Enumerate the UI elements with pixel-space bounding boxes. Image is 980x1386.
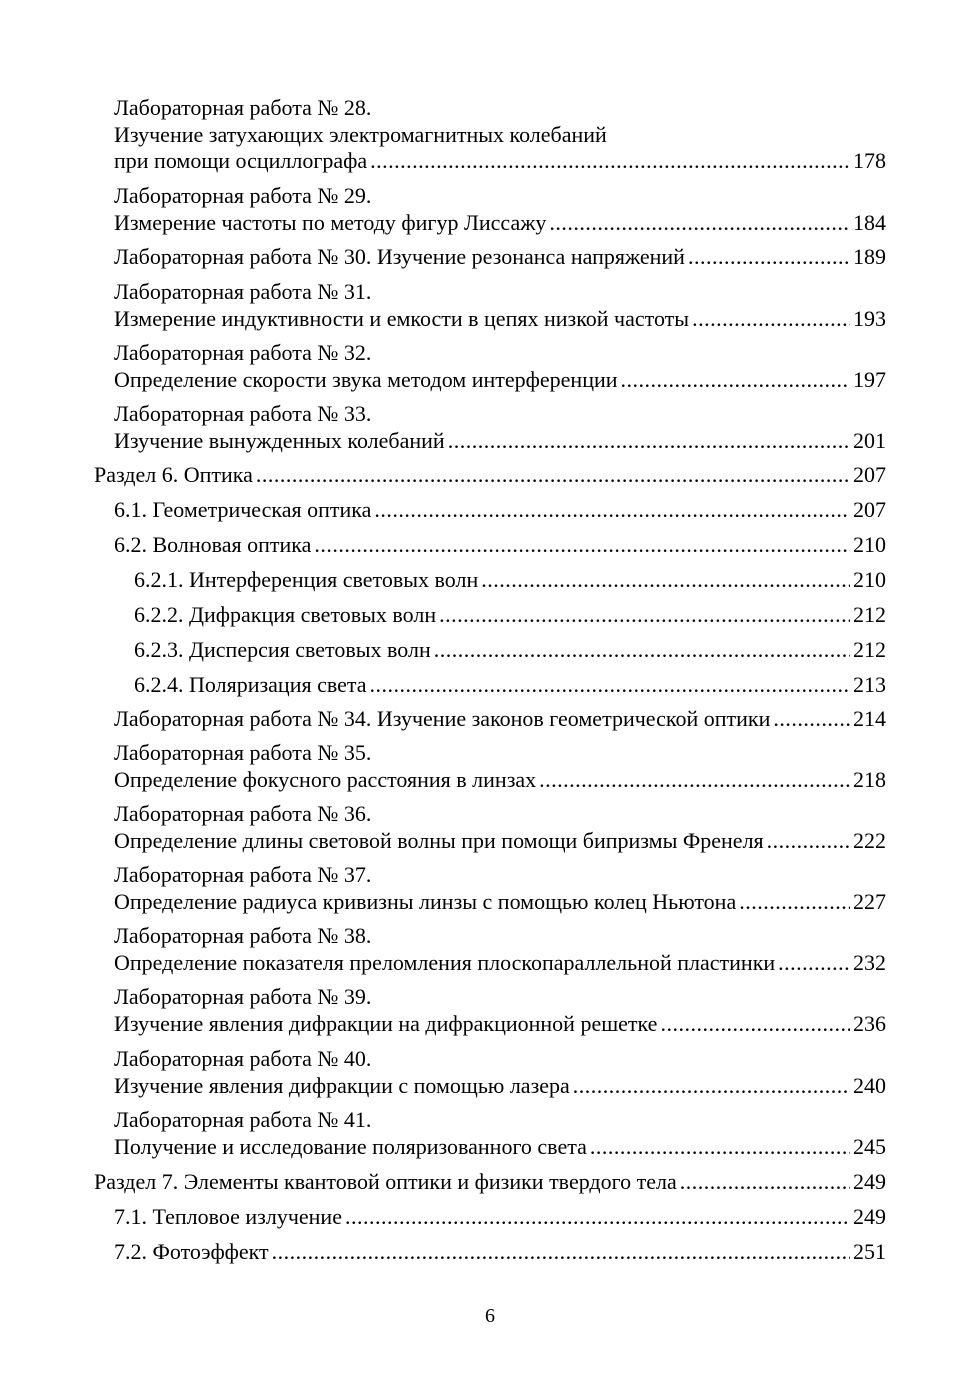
toc-page-number: 240 — [853, 1072, 886, 1098]
page-number: 6 — [485, 1305, 495, 1327]
toc-entry-line: Лабораторная работа № 37. — [114, 862, 372, 887]
dot-leader — [370, 672, 850, 698]
toc-entry-line: Лабораторная работа № 40. — [114, 1046, 372, 1071]
toc-entry-row — [134, 637, 886, 663]
toc-entry-title: 6.2.4. Поляризация света — [134, 672, 367, 697]
dot-leader — [434, 637, 850, 663]
dot-leader — [370, 148, 850, 174]
toc-entry-title: 6.2.1. Интерференция световых волн — [134, 567, 479, 592]
dot-leader — [688, 244, 850, 270]
toc-entry-title: Измерение индуктивности и емкости в цепях низкой частоты — [114, 305, 690, 331]
toc-entry-title: 6.2.3. Дисперсия световых волн — [134, 637, 431, 662]
dot-leader — [660, 1011, 850, 1037]
toc-page-number: 197 — [853, 366, 886, 392]
toc-entry-title: Изучение вынужденных колебаний — [114, 427, 445, 453]
dot-leader — [549, 210, 850, 236]
toc-entry-row — [114, 148, 886, 174]
toc-page-number: 189 — [853, 244, 886, 269]
toc-page-number: 178 — [853, 148, 886, 173]
toc-entry-line: Лабораторная работа № 39. — [114, 984, 372, 1009]
dot-leader — [345, 1204, 850, 1230]
dot-leader — [314, 532, 850, 558]
dot-leader — [256, 462, 850, 488]
toc-entry-row — [94, 462, 886, 488]
toc-entry-row — [114, 1204, 886, 1230]
toc-entry-row — [114, 950, 886, 976]
toc-entry-title: 6.2. Волновая оптика — [114, 532, 312, 557]
toc-entry-row — [114, 1073, 886, 1099]
toc-entry-row — [114, 1134, 886, 1160]
toc-entry-line: Лабораторная работа № 36. — [114, 801, 372, 826]
toc-entry-title: Раздел 6. Оптика — [94, 462, 253, 487]
toc-page-number: 212 — [853, 637, 886, 662]
toc-entry-title: 6.1. Геометрическая оптика — [114, 497, 372, 522]
toc-entry-row — [94, 1169, 886, 1195]
toc-entry-row — [114, 497, 886, 523]
toc-page-number: 232 — [853, 949, 886, 975]
toc-page-number: 236 — [853, 1010, 886, 1036]
dot-leader — [590, 1134, 850, 1160]
toc-entry-line: Лабораторная работа № 32. — [114, 340, 372, 365]
toc-entry-row — [114, 244, 886, 270]
dot-leader — [692, 306, 850, 332]
toc-entry-line: Лабораторная работа № 41. — [114, 1107, 372, 1132]
toc-page-number: 193 — [853, 305, 886, 331]
dot-leader — [680, 1169, 850, 1195]
toc-entry-row — [114, 889, 886, 915]
toc-entry-row — [114, 306, 886, 332]
toc-page-number: 251 — [853, 1239, 886, 1264]
toc-entry-line: Лабораторная работа № 33. — [114, 401, 372, 426]
toc-page-number: 213 — [853, 672, 886, 697]
toc-entry-line: Лабораторная работа № 28. — [114, 95, 372, 120]
toc-entry-row — [114, 1011, 886, 1037]
toc-entry-title: 6.2.2. Дифракция световых волн — [134, 602, 437, 627]
dot-leader — [773, 706, 850, 732]
dot-leader — [481, 567, 850, 593]
toc-page-number: 212 — [853, 602, 886, 627]
dot-leader — [374, 497, 850, 523]
toc-entry-row — [114, 828, 886, 854]
dot-leader — [539, 767, 850, 793]
toc-entry-title: Определение скорости звука методом интерференции — [114, 366, 618, 392]
toc-entry-title: при помощи осциллографа — [114, 148, 368, 173]
toc-page-number: 249 — [853, 1169, 886, 1194]
dot-leader — [621, 367, 850, 393]
toc-entry-title: Определение показателя преломления плоскопараллельной пластинки — [114, 949, 776, 975]
dot-leader — [573, 1073, 850, 1099]
dot-leader — [739, 889, 850, 915]
toc-page-number: 222 — [853, 827, 886, 853]
toc-entry-title: 7.2. Фотоэффект — [114, 1239, 269, 1264]
toc-entry-title: Определение радиуса кривизны линзы с помощью колец Ньютона — [114, 888, 737, 914]
toc-page-number: 214 — [853, 706, 886, 731]
toc-entry-row — [114, 428, 886, 454]
toc-entry-title: Определение длины световой волны при помощи бипризмы Френеля — [114, 827, 764, 853]
toc-page-number: 249 — [853, 1204, 886, 1229]
toc-entry-title: 7.1. Тепловое излучение — [114, 1204, 342, 1229]
toc-page-number: 218 — [853, 766, 886, 792]
toc-entry-line: Лабораторная работа № 29. — [114, 183, 372, 208]
dot-leader — [272, 1239, 850, 1265]
toc-entry-title: Раздел 7. Элементы квантовой оптики и физики твердого тела — [94, 1169, 677, 1194]
toc-entry-title: Получение и исследование поляризованного света — [114, 1133, 587, 1159]
toc-entry-line: Лабораторная работа № 31. — [114, 279, 372, 304]
toc-entry-row — [134, 672, 886, 698]
toc-entry-title: Лабораторная работа № 34. Изучение законов геометрической оптики — [114, 706, 771, 731]
dot-leader — [439, 602, 850, 628]
toc-entry-title: Измерение частоты по методу фигур Лиссажу — [114, 209, 547, 235]
toc-page-number: 201 — [853, 427, 886, 453]
dot-leader — [448, 428, 850, 454]
toc-entry-row — [134, 602, 886, 628]
toc-entry-line: Лабораторная работа № 38. — [114, 923, 372, 948]
toc-page-number: 245 — [853, 1133, 886, 1159]
toc-entry-title: Изучение явления дифракции на дифракционной решетке — [114, 1010, 658, 1036]
toc-entry-title: Лабораторная работа № 30. Изучение резонанса напряжений — [114, 244, 685, 269]
toc-page-number: 210 — [853, 532, 886, 557]
toc-page-number: 184 — [853, 209, 886, 235]
dot-leader — [778, 950, 850, 976]
toc-entry-row — [134, 567, 886, 593]
toc-page-number: 210 — [853, 567, 886, 592]
toc-entry-title: Изучение явления дифракции с помощью лазера — [114, 1072, 570, 1098]
toc-page-number: 207 — [853, 462, 886, 487]
toc-entry-row — [114, 532, 886, 558]
toc-page-number: 207 — [853, 497, 886, 522]
toc-entry-row — [114, 706, 886, 732]
toc-entry-line: Изучение затухающих электромагнитных колебаний — [114, 121, 607, 147]
toc-entry-row — [114, 210, 886, 236]
toc-entry-title: Определение фокусного расстояния в линзах — [114, 766, 537, 792]
toc-page-number: 227 — [853, 888, 886, 914]
toc-entry-row — [114, 767, 886, 793]
toc-entry-row — [114, 1239, 886, 1265]
toc-entry-line: Лабораторная работа № 35. — [114, 740, 372, 765]
dot-leader — [767, 828, 850, 854]
toc-entry-row — [114, 367, 886, 393]
